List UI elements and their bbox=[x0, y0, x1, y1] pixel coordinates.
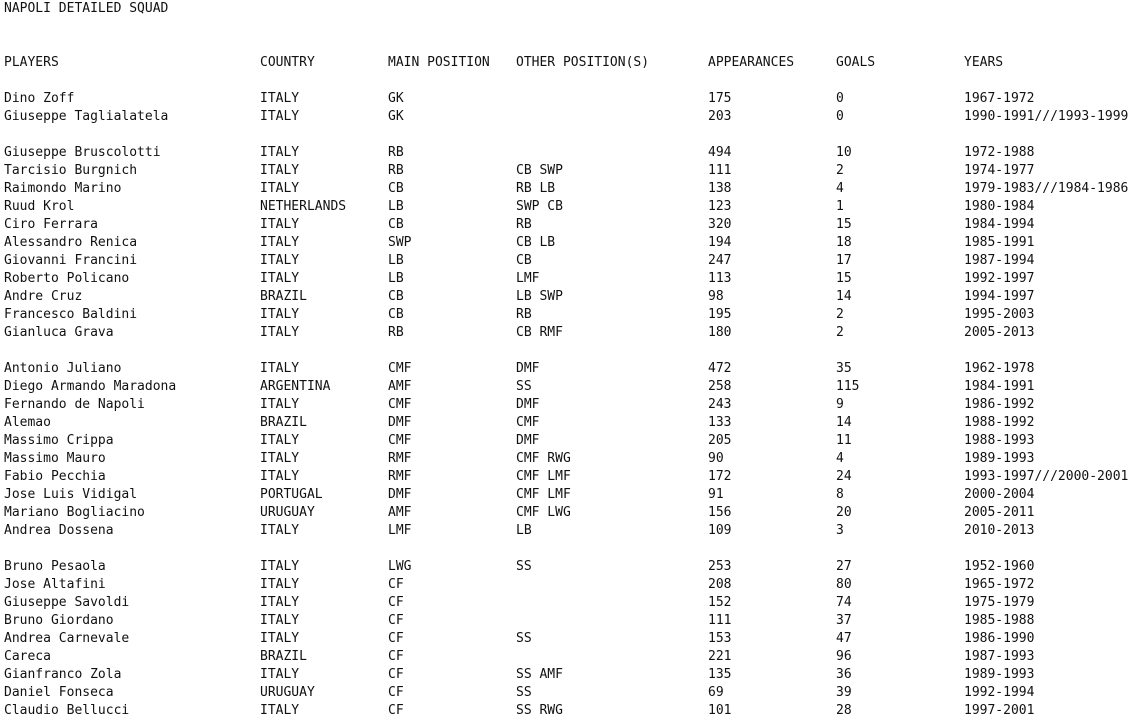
country-cell: ITALY bbox=[260, 523, 300, 538]
goals-cell: 28 bbox=[836, 703, 852, 718]
player-name-cell: Daniel Fonseca bbox=[4, 685, 114, 700]
other-positions-cell: RB bbox=[516, 217, 532, 232]
country-cell: ITALY bbox=[260, 307, 300, 322]
table-row bbox=[0, 666, 1141, 684]
table-row bbox=[0, 270, 1141, 288]
goals-cell: 2 bbox=[836, 325, 844, 340]
country-cell: BRAZIL bbox=[260, 415, 307, 430]
appearances-cell: 472 bbox=[708, 361, 732, 376]
years-cell: 1962-1978 bbox=[964, 361, 1035, 376]
main-position-cell: CMF bbox=[388, 361, 412, 376]
other-positions-cell: DMF bbox=[516, 397, 540, 412]
other-positions-cell: DMF bbox=[516, 433, 540, 448]
appearances-cell: 152 bbox=[708, 595, 732, 610]
player-name-cell: Raimondo Marino bbox=[4, 181, 122, 196]
goals-cell: 27 bbox=[836, 559, 852, 574]
goals-cell: 17 bbox=[836, 253, 852, 268]
main-position-cell: CF bbox=[388, 595, 404, 610]
column-header-main-position: MAIN POSITION bbox=[388, 55, 490, 70]
goals-cell: 115 bbox=[836, 379, 860, 394]
goals-cell: 11 bbox=[836, 433, 852, 448]
years-cell: 1990-1991///1993-1999 bbox=[964, 109, 1129, 124]
goals-cell: 39 bbox=[836, 685, 852, 700]
player-name-cell: Andrea Dossena bbox=[4, 523, 114, 538]
table-row bbox=[0, 414, 1141, 432]
table-row bbox=[0, 702, 1141, 720]
years-cell: 1985-1991 bbox=[964, 235, 1035, 250]
goals-cell: 47 bbox=[836, 631, 852, 646]
other-positions-cell: CB LB bbox=[516, 235, 556, 250]
main-position-cell: RB bbox=[388, 325, 404, 340]
table-row bbox=[0, 684, 1141, 702]
main-position-cell: LB bbox=[388, 199, 404, 214]
country-cell: ITALY bbox=[260, 613, 300, 628]
table-row bbox=[0, 522, 1141, 540]
years-cell: 1989-1993 bbox=[964, 667, 1035, 682]
goals-cell: 0 bbox=[836, 91, 844, 106]
main-position-cell: CB bbox=[388, 307, 404, 322]
table-row bbox=[0, 216, 1141, 234]
appearances-cell: 247 bbox=[708, 253, 732, 268]
years-cell: 1967-1972 bbox=[964, 91, 1035, 106]
years-cell: 1984-1991 bbox=[964, 379, 1035, 394]
other-positions-cell: SS bbox=[516, 685, 532, 700]
country-cell: ITALY bbox=[260, 433, 300, 448]
appearances-cell: 153 bbox=[708, 631, 732, 646]
country-cell: ITALY bbox=[260, 217, 300, 232]
appearances-cell: 133 bbox=[708, 415, 732, 430]
player-name-cell: Alemao bbox=[4, 415, 51, 430]
country-cell: ITALY bbox=[260, 235, 300, 250]
country-cell: PORTUGAL bbox=[260, 487, 323, 502]
table-row bbox=[0, 594, 1141, 612]
other-positions-cell: CMF LWG bbox=[516, 505, 571, 520]
main-position-cell: CB bbox=[388, 181, 404, 196]
main-position-cell: CF bbox=[388, 685, 404, 700]
years-cell: 1989-1993 bbox=[964, 451, 1035, 466]
main-position-cell: LB bbox=[388, 271, 404, 286]
goals-cell: 15 bbox=[836, 271, 852, 286]
player-name-cell: Andrea Carnevale bbox=[4, 631, 130, 646]
goals-cell: 14 bbox=[836, 415, 852, 430]
appearances-cell: 205 bbox=[708, 433, 732, 448]
other-positions-cell: SS bbox=[516, 559, 532, 574]
country-cell: ITALY bbox=[260, 361, 300, 376]
player-name-cell: Bruno Giordano bbox=[4, 613, 114, 628]
appearances-cell: 180 bbox=[708, 325, 732, 340]
goals-cell: 15 bbox=[836, 217, 852, 232]
country-cell: BRAZIL bbox=[260, 289, 307, 304]
player-name-cell: Antonio Juliano bbox=[4, 361, 122, 376]
player-name-cell: Fernando de Napoli bbox=[4, 397, 145, 412]
years-cell: 1992-1997 bbox=[964, 271, 1035, 286]
appearances-cell: 91 bbox=[708, 487, 724, 502]
country-cell: NETHERLANDS bbox=[260, 199, 347, 214]
table-row bbox=[0, 396, 1141, 414]
column-header-player-name: PLAYERS bbox=[4, 55, 59, 70]
goals-cell: 9 bbox=[836, 397, 844, 412]
other-positions-cell: CB bbox=[516, 253, 532, 268]
main-position-cell: LWG bbox=[388, 559, 412, 574]
goals-cell: 80 bbox=[836, 577, 852, 592]
player-name-cell: Gianfranco Zola bbox=[4, 667, 122, 682]
table-row bbox=[0, 504, 1141, 522]
table-row bbox=[0, 252, 1141, 270]
table-row bbox=[0, 234, 1141, 252]
player-name-cell: Mariano Bogliacino bbox=[4, 505, 145, 520]
main-position-cell: AMF bbox=[388, 505, 412, 520]
years-cell: 1997-2001 bbox=[964, 703, 1035, 718]
main-position-cell: DMF bbox=[388, 487, 412, 502]
table-row bbox=[0, 198, 1141, 216]
country-cell: ITALY bbox=[260, 91, 300, 106]
player-name-cell: Bruno Pesaola bbox=[4, 559, 106, 574]
main-position-cell: CMF bbox=[388, 397, 412, 412]
appearances-cell: 194 bbox=[708, 235, 732, 250]
player-name-cell: Roberto Policano bbox=[4, 271, 130, 286]
appearances-cell: 113 bbox=[708, 271, 732, 286]
main-position-cell: CF bbox=[388, 631, 404, 646]
other-positions-cell: SWP CB bbox=[516, 199, 563, 214]
country-cell: URUGUAY bbox=[260, 505, 315, 520]
appearances-cell: 111 bbox=[708, 163, 732, 178]
other-positions-cell: LB bbox=[516, 523, 532, 538]
country-cell: ARGENTINA bbox=[260, 379, 331, 394]
goals-cell: 96 bbox=[836, 649, 852, 664]
years-cell: 1986-1990 bbox=[964, 631, 1035, 646]
years-cell: 1965-1972 bbox=[964, 577, 1035, 592]
main-position-cell: RB bbox=[388, 163, 404, 178]
other-positions-cell: RB LB bbox=[516, 181, 556, 196]
years-cell: 1985-1988 bbox=[964, 613, 1035, 628]
main-position-cell: GK bbox=[388, 109, 404, 124]
other-positions-cell: CMF LMF bbox=[516, 469, 571, 484]
country-cell: ITALY bbox=[260, 163, 300, 178]
appearances-cell: 494 bbox=[708, 145, 732, 160]
header-row bbox=[0, 54, 1141, 72]
main-position-cell: CF bbox=[388, 613, 404, 628]
years-cell: 1972-1988 bbox=[964, 145, 1035, 160]
player-name-cell: Careca bbox=[4, 649, 51, 664]
goals-cell: 24 bbox=[836, 469, 852, 484]
appearances-cell: 156 bbox=[708, 505, 732, 520]
appearances-cell: 253 bbox=[708, 559, 732, 574]
player-name-cell: Claudio Bellucci bbox=[4, 703, 130, 718]
appearances-cell: 243 bbox=[708, 397, 732, 412]
years-cell: 1952-1960 bbox=[964, 559, 1035, 574]
other-positions-cell: LMF bbox=[516, 271, 540, 286]
other-positions-cell: SS bbox=[516, 631, 532, 646]
table-row bbox=[0, 648, 1141, 666]
table-row bbox=[0, 558, 1141, 576]
appearances-cell: 101 bbox=[708, 703, 732, 718]
table-row bbox=[0, 144, 1141, 162]
player-name-cell: Giuseppe Bruscolotti bbox=[4, 145, 161, 160]
main-position-cell: DMF bbox=[388, 415, 412, 430]
table-row bbox=[0, 450, 1141, 468]
country-cell: ITALY bbox=[260, 109, 300, 124]
country-cell: ITALY bbox=[260, 271, 300, 286]
country-cell: ITALY bbox=[260, 145, 300, 160]
main-position-cell: LMF bbox=[388, 523, 412, 538]
other-positions-cell: CMF LMF bbox=[516, 487, 571, 502]
other-positions-cell: LB SWP bbox=[516, 289, 563, 304]
player-name-cell: Fabio Pecchia bbox=[4, 469, 106, 484]
goals-cell: 8 bbox=[836, 487, 844, 502]
table-row bbox=[0, 108, 1141, 126]
country-cell: ITALY bbox=[260, 469, 300, 484]
appearances-cell: 135 bbox=[708, 667, 732, 682]
appearances-cell: 172 bbox=[708, 469, 732, 484]
table-row bbox=[0, 324, 1141, 342]
country-cell: ITALY bbox=[260, 559, 300, 574]
player-name-cell: Diego Armando Maradona bbox=[4, 379, 177, 394]
main-position-cell: SWP bbox=[388, 235, 412, 250]
country-cell: ITALY bbox=[260, 667, 300, 682]
years-cell: 1979-1983///1984-1986 bbox=[964, 181, 1129, 196]
appearances-cell: 258 bbox=[708, 379, 732, 394]
appearances-cell: 98 bbox=[708, 289, 724, 304]
main-position-cell: RB bbox=[388, 145, 404, 160]
player-name-cell: Gianluca Grava bbox=[4, 325, 114, 340]
player-name-cell: Massimo Mauro bbox=[4, 451, 106, 466]
years-cell: 2010-2013 bbox=[964, 523, 1035, 538]
main-position-cell: GK bbox=[388, 91, 404, 106]
goals-cell: 4 bbox=[836, 451, 844, 466]
appearances-cell: 90 bbox=[708, 451, 724, 466]
column-header-appearances: APPEARANCES bbox=[708, 55, 795, 70]
years-cell: 1975-1979 bbox=[964, 595, 1035, 610]
main-position-cell: CF bbox=[388, 649, 404, 664]
appearances-cell: 109 bbox=[708, 523, 732, 538]
years-cell: 1988-1993 bbox=[964, 433, 1035, 448]
goals-cell: 0 bbox=[836, 109, 844, 124]
main-position-cell: CF bbox=[388, 703, 404, 718]
years-cell: 1980-1984 bbox=[964, 199, 1035, 214]
column-header-goals: GOALS bbox=[836, 55, 876, 70]
appearances-cell: 208 bbox=[708, 577, 732, 592]
country-cell: ITALY bbox=[260, 595, 300, 610]
years-cell: 1987-1994 bbox=[964, 253, 1035, 268]
player-name-cell: Massimo Crippa bbox=[4, 433, 114, 448]
years-cell: 1994-1997 bbox=[964, 289, 1035, 304]
appearances-cell: 195 bbox=[708, 307, 732, 322]
years-cell: 1992-1994 bbox=[964, 685, 1035, 700]
years-cell: 1984-1994 bbox=[964, 217, 1035, 232]
table-row bbox=[0, 432, 1141, 450]
main-position-cell: CB bbox=[388, 289, 404, 304]
years-cell: 2005-2013 bbox=[964, 325, 1035, 340]
column-header-country: COUNTRY bbox=[260, 55, 315, 70]
player-name-cell: Tarcisio Burgnich bbox=[4, 163, 138, 178]
player-name-cell: Jose Luis Vidigal bbox=[4, 487, 138, 502]
other-positions-cell: CMF RWG bbox=[516, 451, 571, 466]
years-cell: 1993-1997///2000-2001 bbox=[964, 469, 1129, 484]
goals-cell: 4 bbox=[836, 181, 844, 196]
other-positions-cell: SS AMF bbox=[516, 667, 563, 682]
player-name-cell: Ruud Krol bbox=[4, 199, 75, 214]
goals-cell: 20 bbox=[836, 505, 852, 520]
other-positions-cell: SS bbox=[516, 379, 532, 394]
years-cell: 1988-1992 bbox=[964, 415, 1035, 430]
main-position-cell: CF bbox=[388, 667, 404, 682]
other-positions-cell: SS RWG bbox=[516, 703, 563, 718]
goals-cell: 14 bbox=[836, 289, 852, 304]
country-cell: URUGUAY bbox=[260, 685, 315, 700]
appearances-cell: 320 bbox=[708, 217, 732, 232]
table-row bbox=[0, 162, 1141, 180]
player-name-cell: Giuseppe Taglialatela bbox=[4, 109, 169, 124]
player-name-cell: Francesco Baldini bbox=[4, 307, 138, 322]
table-row bbox=[0, 288, 1141, 306]
player-name-cell: Jose Altafini bbox=[4, 577, 106, 592]
column-header-years: YEARS bbox=[964, 55, 1004, 70]
country-cell: ITALY bbox=[260, 631, 300, 646]
table-row bbox=[0, 486, 1141, 504]
player-name-cell: Dino Zoff bbox=[4, 91, 75, 106]
years-cell: 1987-1993 bbox=[964, 649, 1035, 664]
table-row bbox=[0, 468, 1141, 486]
years-cell: 1995-2003 bbox=[964, 307, 1035, 322]
goals-cell: 10 bbox=[836, 145, 852, 160]
other-positions-cell: CMF bbox=[516, 415, 540, 430]
country-cell: ITALY bbox=[260, 577, 300, 592]
goals-cell: 35 bbox=[836, 361, 852, 376]
main-position-cell: RMF bbox=[388, 469, 412, 484]
goals-cell: 2 bbox=[836, 163, 844, 178]
player-name-cell: Andre Cruz bbox=[4, 289, 83, 304]
player-name-cell: Giuseppe Savoldi bbox=[4, 595, 130, 610]
appearances-cell: 203 bbox=[708, 109, 732, 124]
country-cell: ITALY bbox=[260, 451, 300, 466]
player-name-cell: Alessandro Renica bbox=[4, 235, 138, 250]
years-cell: 1974-1977 bbox=[964, 163, 1035, 178]
country-cell: ITALY bbox=[260, 253, 300, 268]
other-positions-cell: CB SWP bbox=[516, 163, 563, 178]
goals-cell: 74 bbox=[836, 595, 852, 610]
main-position-cell: CMF bbox=[388, 433, 412, 448]
country-cell: ITALY bbox=[260, 397, 300, 412]
years-cell: 2000-2004 bbox=[964, 487, 1035, 502]
country-cell: ITALY bbox=[260, 181, 300, 196]
goals-cell: 3 bbox=[836, 523, 844, 538]
goals-cell: 18 bbox=[836, 235, 852, 250]
column-header-other-positions: OTHER POSITION(S) bbox=[516, 55, 650, 70]
appearances-cell: 123 bbox=[708, 199, 732, 214]
player-name-cell: Giovanni Francini bbox=[4, 253, 138, 268]
years-cell: 1986-1992 bbox=[964, 397, 1035, 412]
country-cell: BRAZIL bbox=[260, 649, 307, 664]
goals-cell: 37 bbox=[836, 613, 852, 628]
appearances-cell: 221 bbox=[708, 649, 732, 664]
country-cell: ITALY bbox=[260, 703, 300, 718]
other-positions-cell: RB bbox=[516, 307, 532, 322]
other-positions-cell: DMF bbox=[516, 361, 540, 376]
main-position-cell: CB bbox=[388, 217, 404, 232]
table-row bbox=[0, 612, 1141, 630]
table-row bbox=[0, 630, 1141, 648]
years-cell: 2005-2011 bbox=[964, 505, 1035, 520]
table-row bbox=[0, 576, 1141, 594]
table-row bbox=[0, 306, 1141, 324]
goals-cell: 1 bbox=[836, 199, 844, 214]
goals-cell: 2 bbox=[836, 307, 844, 322]
main-position-cell: AMF bbox=[388, 379, 412, 394]
table-row bbox=[0, 180, 1141, 198]
appearances-cell: 138 bbox=[708, 181, 732, 196]
main-position-cell: CF bbox=[388, 577, 404, 592]
table-row bbox=[0, 360, 1141, 378]
player-name-cell: Ciro Ferrara bbox=[4, 217, 98, 232]
table-row bbox=[0, 90, 1141, 108]
appearances-cell: 111 bbox=[708, 613, 732, 628]
appearances-cell: 69 bbox=[708, 685, 724, 700]
main-position-cell: RMF bbox=[388, 451, 412, 466]
main-position-cell: LB bbox=[388, 253, 404, 268]
appearances-cell: 175 bbox=[708, 91, 732, 106]
goals-cell: 36 bbox=[836, 667, 852, 682]
other-positions-cell: CB RMF bbox=[516, 325, 563, 340]
table-row bbox=[0, 378, 1141, 396]
country-cell: ITALY bbox=[260, 325, 300, 340]
document-title: NAPOLI DETAILED SQUAD bbox=[4, 1, 169, 16]
